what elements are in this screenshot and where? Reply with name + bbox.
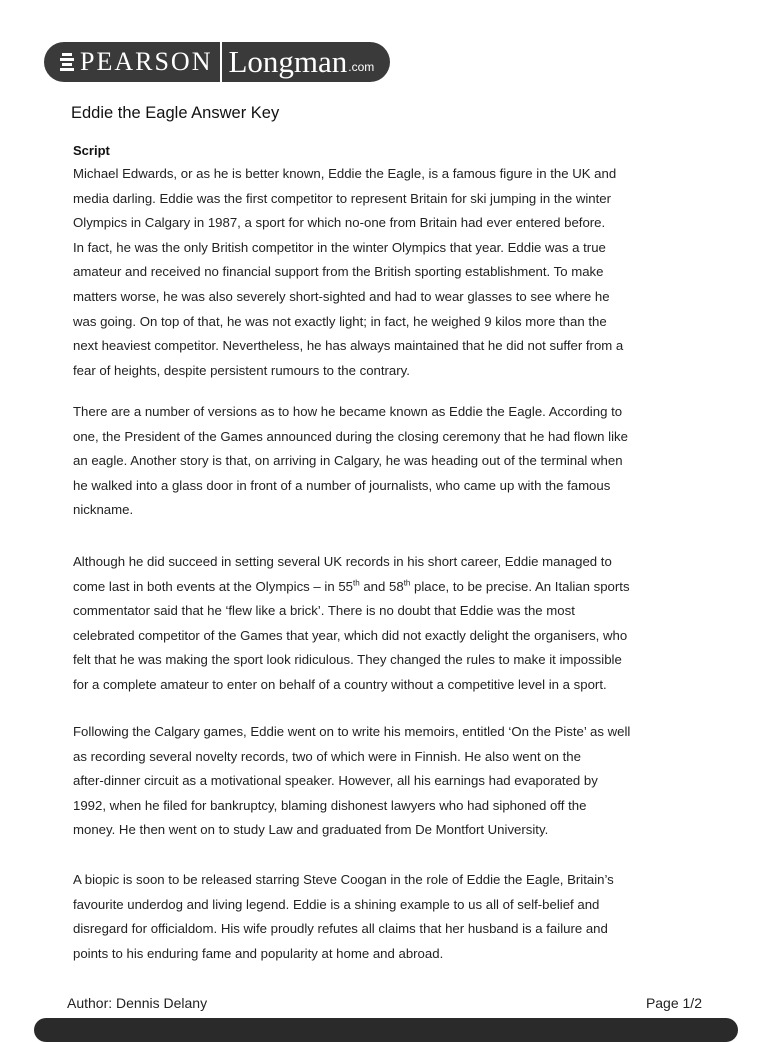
paragraph-line: fear of heights, despite persistent rumours to the contrary. [73,362,410,378]
paragraph-2 [73,400,703,523]
logo-brand-text: PEARSON [80,47,213,76]
pearson-longman-logo [44,42,390,82]
paragraph-line: commentator said that he ‘flew like a brick’. There is no doubt that Eddie was the most [73,603,575,619]
pearson-emblem-icon [58,51,76,73]
paragraph-3 [73,550,703,698]
ordinal-suffix: th [353,578,360,588]
paragraph-line: celebrated competitor of the Games that year, which did not exactly delight the organisers, who [73,627,628,643]
paragraph-line: felt that he was making the sport look ridiculous. They changed the rules to make it impossible [73,652,622,668]
paragraph-line: an eagle. Another story is that, on arriving in Calgary, he was heading out of the terminal when [73,453,623,469]
text-fragment: place, to be precise. An Italian sports [410,578,630,594]
paragraph-line: Olympics in Calgary in 1987, a sport for which no-one from Britain had ever entered before. [73,215,606,231]
paragraph-line-with-ordinals [73,575,703,600]
paragraph-line: points to his enduring fame and popularity at home and abroad. [73,945,444,961]
paragraph-line: media darling. Eddie was the first competitor to represent Britain for ski jumping in the winter [73,190,612,206]
paragraph-line: A biopic is soon to be released starring Steve Coogan in the role of Eddie the Eagle, Britain’s [73,872,614,887]
paragraph-line: There are a number of versions as to how he became known as Eddie the Eagle. According to [73,404,623,419]
logo-suffix-text: .com [348,60,375,74]
paragraph-line: Following the Calgary games, Eddie went on to write his memoirs, entitled ‘On the Piste’ as well [73,724,631,739]
paragraph-line: amateur and received no financial support from the British sporting establishment. To make [73,264,604,280]
paragraph-line: next heaviest competitor. Nevertheless, he has always maintained that he did not suffer from a [73,338,624,354]
paragraph-line: one, the President of the Games announced during the closing ceremony that he had flown like [73,428,628,444]
paragraph-line: favourite underdog and living legend. Eddie is a shining example to us all of self-belief and [73,896,600,912]
section-label-script: Script [73,143,110,158]
paragraph-1 [73,162,703,383]
paragraph-line: after-dinner circuit as a motivational speaker. However, all his earnings had evaporated by [73,773,598,789]
document-title: Eddie the Eagle Answer Key [71,104,280,122]
logo-divider [220,42,222,82]
logo-product-text: Longman [228,44,348,79]
text-fragment: and 58 [359,578,404,594]
footer-bar [34,1018,738,1042]
paragraph-line: Michael Edwards, or as he is better known, Eddie the Eagle, is a famous figure in the UK and [73,166,617,181]
paragraph-5 [73,868,703,966]
paragraph-line: 1992, when he filed for bankruptcy, blaming dishonest lawyers who had siphoned off the [73,797,587,813]
paragraph-line: Although he did succeed in setting several UK records in his short career, Eddie managed to [73,554,612,569]
paragraph-line: he walked into a glass door in front of a number of journalists, who came up with the famous [73,477,611,493]
paragraph-line: In fact, he was the only British competitor in the winter Olympics that year. Eddie was a true [73,239,606,255]
paragraph-line: money. He then went on to study Law and graduated from De Montfort University. [73,822,549,838]
paragraph-line: was going. On top of that, he was not exactly light; in fact, he weighed 9 kilos more than the [73,313,607,329]
text-fragment: come last in both events at the Olympics – in 55 [73,578,354,594]
paragraph-line: disregard for officialdom. His wife proudly refutes all claims that her husband is a failure and [73,921,608,937]
ordinal-suffix: th [403,578,411,588]
footer-author: Author: Dennis Delany [67,995,208,1011]
paragraph-4 [73,720,703,843]
paragraph-line: nickname. [73,502,134,518]
paragraph-line: for a complete amateur to enter on behalf of a country without a competitive level in a sport. [73,676,607,692]
paragraph-line: as recording several novelty records, two of which were in Finnish. He also went on the [73,748,581,764]
footer-page-number: Page 1/2 [645,995,702,1011]
paragraph-line: matters worse, he was also severely short-sighted and had to wear glasses to see where he [73,288,610,304]
